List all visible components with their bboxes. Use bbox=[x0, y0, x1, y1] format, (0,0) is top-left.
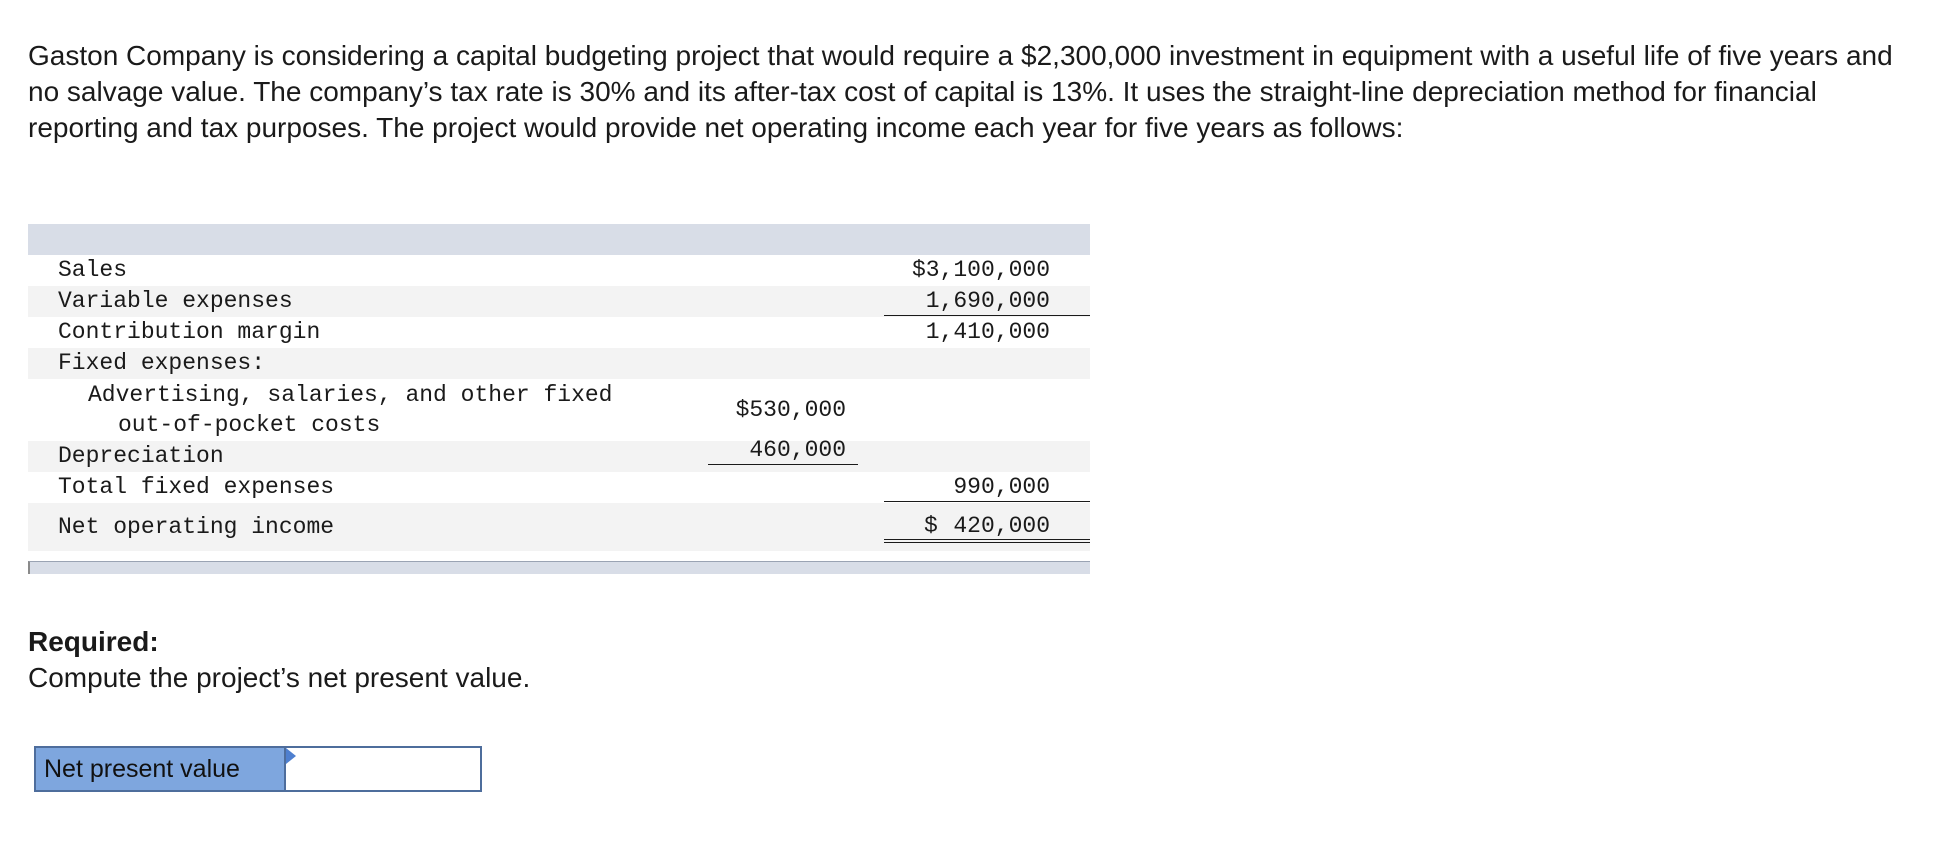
row-label: Depreciation bbox=[58, 443, 224, 469]
table-footer-bar bbox=[28, 561, 1090, 574]
row-value: $530,000 bbox=[735, 397, 846, 423]
row-label-line1: Advertising, salaries, and other fixed bbox=[88, 382, 613, 408]
table-row-contribution-margin bbox=[28, 317, 1090, 348]
row-value: 1,410,000 bbox=[925, 319, 1050, 345]
table-row-sales bbox=[28, 255, 1090, 286]
required-instruction: Compute the project’s net present value. bbox=[28, 662, 531, 693]
table-header-bar bbox=[28, 224, 1090, 255]
npv-label: Net present value bbox=[36, 748, 286, 790]
row-value-amount: 420,000 bbox=[953, 513, 1050, 539]
row-value: 1,690,000 bbox=[884, 286, 1090, 316]
table-row-total-fixed-expenses bbox=[28, 472, 1090, 503]
npv-input[interactable] bbox=[286, 748, 480, 790]
table-row-net-operating-income bbox=[28, 503, 1090, 551]
table-row-variable-expenses bbox=[28, 286, 1090, 317]
row-value: 460,000 bbox=[708, 435, 858, 465]
required-heading: Required: bbox=[28, 626, 159, 657]
row-label bbox=[88, 380, 613, 440]
table-row-fixed-expenses-header bbox=[28, 348, 1090, 379]
row-label: Net operating income bbox=[58, 514, 335, 540]
currency-symbol: $ bbox=[924, 513, 938, 539]
row-value: 990,000 bbox=[884, 472, 1090, 502]
table-row-depreciation bbox=[28, 437, 1090, 472]
row-label: Contribution margin bbox=[58, 319, 321, 345]
row-label: Fixed expenses: bbox=[58, 350, 266, 376]
table-row-advertising bbox=[28, 379, 1090, 441]
income-statement-table bbox=[28, 224, 1090, 574]
row-label: Total fixed expenses bbox=[58, 474, 335, 500]
row-label-line2: out-of-pocket costs bbox=[118, 412, 381, 438]
npv-answer-box bbox=[34, 746, 482, 792]
question-text: Gaston Company is considering a capital budgeting project that would require a $2,300,000 investment in equipment with a useful life of five years and no salvage value. The company’s tax rate is 30% and its after-tax cost of capital is 13%. It uses the straight-line depreciation method for financial reporting and tax purposes. The project would provide net operating income each year for five years as follows: bbox=[28, 40, 1893, 143]
corner-flag-icon bbox=[286, 748, 296, 764]
npv-input-wrapper bbox=[286, 748, 480, 790]
row-value bbox=[884, 503, 1090, 543]
row-value: $3,100,000 bbox=[911, 257, 1050, 283]
row-label: Variable expenses bbox=[58, 288, 293, 314]
row-label: Sales bbox=[58, 257, 128, 283]
